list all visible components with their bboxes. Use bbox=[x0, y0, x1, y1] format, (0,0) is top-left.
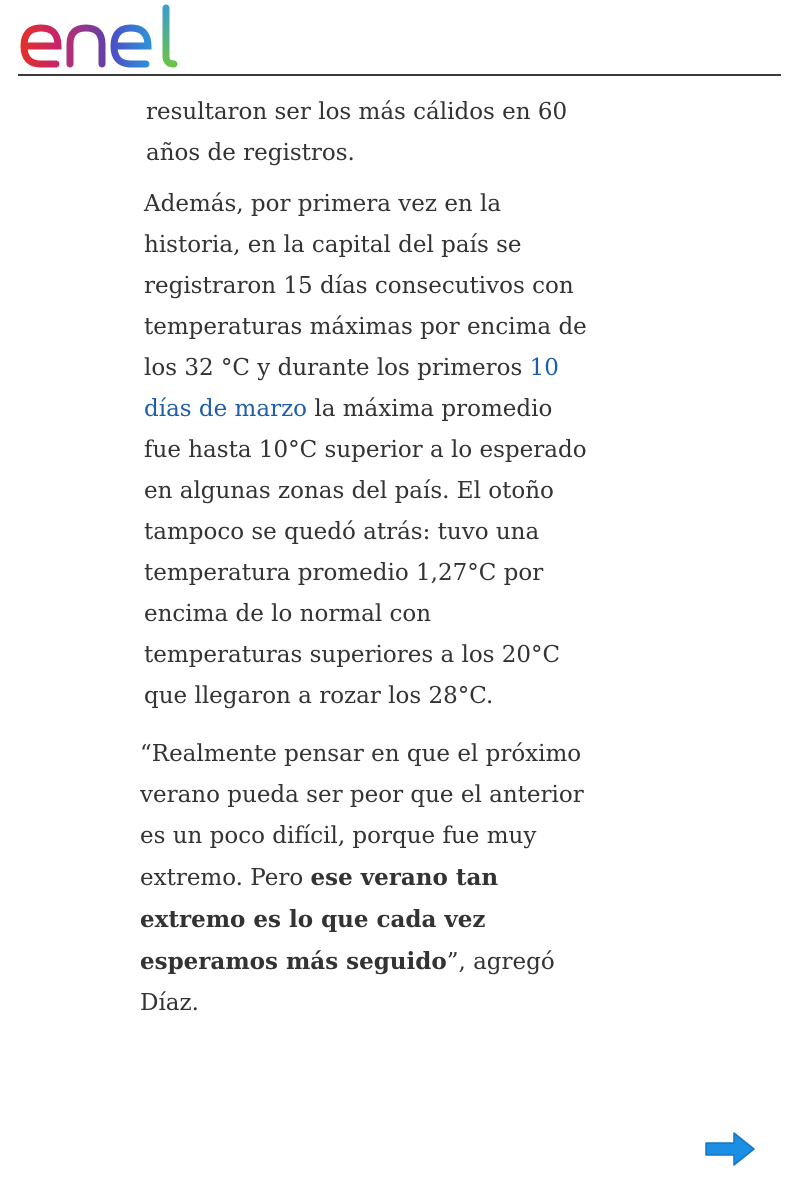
article-body bbox=[140, 92, 596, 1024]
paragraph-text: la máxima promedio fue hasta 10°C superior a lo esperado en algunas zonas del país. El otoño tampoco se quedó atrás: tuvo una temperatura promedio 1,27°C por encima de lo normal con temperaturas superiores a los 20°C que llegaron a rozar los 28°C. bbox=[144, 396, 587, 709]
march-days-link[interactable]: 10 días de marzo bbox=[144, 355, 559, 422]
article-paragraph: resultaron ser los más cálidos en 60 años de registros. bbox=[146, 99, 568, 166]
quote-paragraph bbox=[140, 734, 596, 1024]
arrow-right-icon bbox=[704, 1130, 756, 1168]
quote-emphasis: ese verano tan extremo es lo que cada vez esperamos más seguido bbox=[140, 864, 499, 975]
enel-logo[interactable] bbox=[18, 4, 180, 70]
site-header bbox=[18, 0, 781, 76]
quote-text: ”, agregó Díaz. bbox=[140, 949, 555, 1016]
quote-text: “Realmente pensar en que el próximo verano pueda ser peor que el anterior es un poco difícil, porque fue muy extremo. Pero bbox=[140, 741, 584, 891]
article-paragraph bbox=[144, 184, 596, 717]
paragraph-text: Además, por primera vez en la historia, en la capital del país se registraron 15 días consecutivos con temperaturas máximas por encima de los 32 °C y durante los primeros bbox=[144, 191, 587, 381]
next-arrow-button[interactable] bbox=[704, 1130, 756, 1168]
